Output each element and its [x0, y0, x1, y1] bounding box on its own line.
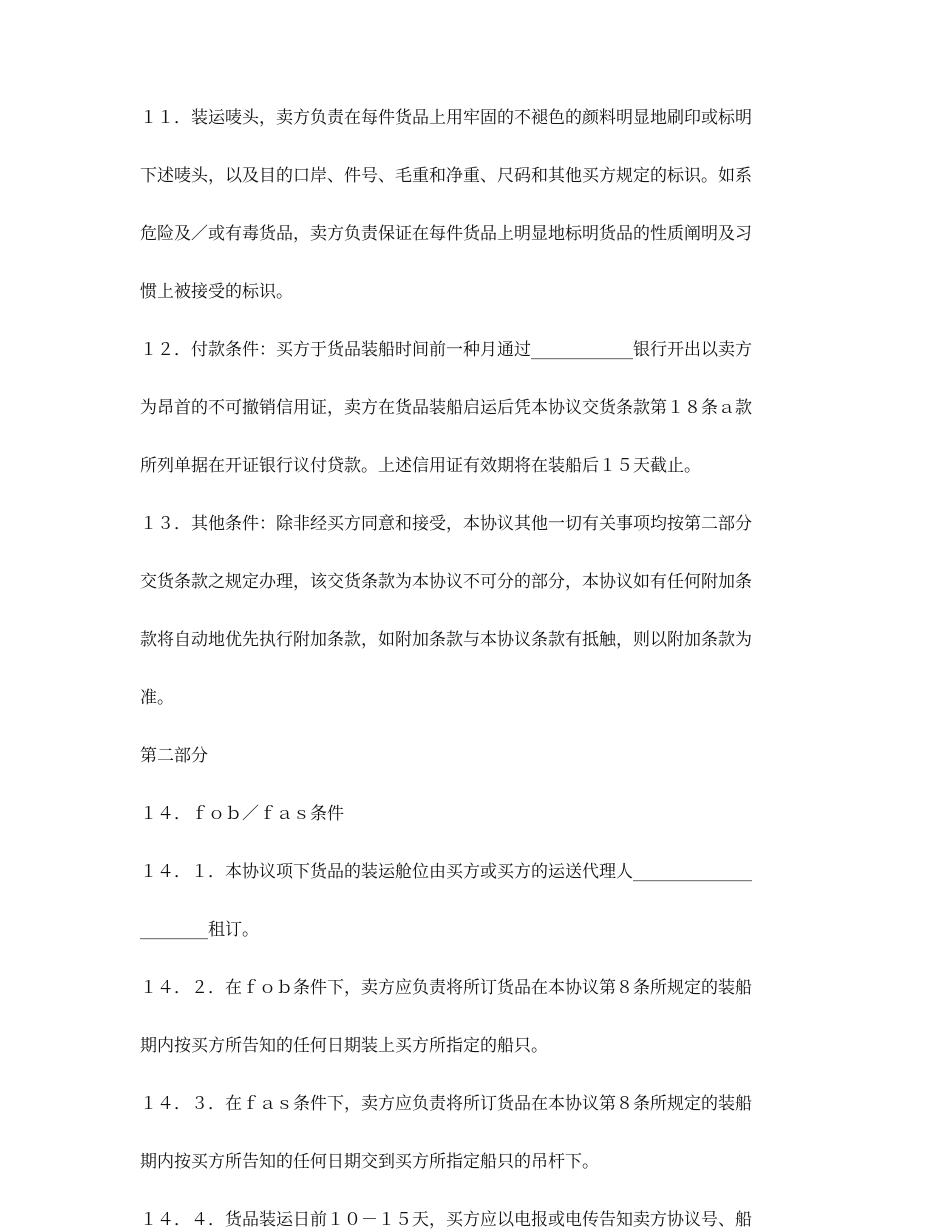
- clause-11-line-4: 惯上被接受的标识。: [140, 282, 293, 302]
- clause-14-title: １４．ｆｏｂ／ｆａｓ条件: [140, 804, 344, 824]
- clause-14-1-line-1: １４．１．本协议项下货品的装运舱位由买方或买方的运送代理人______________: [140, 862, 752, 882]
- clause-14-3-line-1: １４．３．在ｆａｓ条件下，卖方应负责将所订货品在本协议第８条所规定的装船: [140, 1094, 752, 1114]
- clause-11-line-1: １１．装运唛头，卖方负责在每件货品上用牢固的不褪色的颜料明显地刷印或标明: [140, 108, 752, 128]
- clause-12-line-2: 为昂首的不可撤销信用证，卖方在货品装船启运后凭本协议交货条款第１８条ａ款: [140, 398, 752, 418]
- clause-13-line-2: 交货条款之规定办理，该交货条款为本协议不可分的部分，本协议如有任何附加条: [140, 572, 752, 592]
- clause-13-line-3: 款将自动地优先执行附加条款，如附加条款与本协议条款有抵触，则以附加条款为: [140, 630, 752, 650]
- clause-12-line-1: １２．付款条件：买方于货品装船时间前一种月通过____________银行开出以卖方: [140, 340, 752, 360]
- section-heading: 第二部分: [140, 746, 208, 766]
- clause-11-line-3: 危险及／或有毒货品，卖方负责保证在每件货品上明显地标明货品的性质阐明及习: [140, 224, 752, 244]
- clause-11-line-2: 下述唛头，以及目的口岸、件号、毛重和净重、尺码和其他买方规定的标识。如系: [140, 166, 752, 186]
- clause-13-line-4: 准。: [140, 688, 174, 708]
- clause-14-4-line-1: １４．４．货品装运日前１０－１５天，买方应以电报或电传告知卖方协议号、船: [140, 1210, 752, 1230]
- clause-14-2-line-1: １４．２．在ｆｏｂ条件下，卖方应负责将所订货品在本协议第８条所规定的装船: [140, 978, 752, 998]
- clause-14-2-line-2: 期内按买方所告知的任何日期装上买方所指定的船只。: [140, 1036, 548, 1056]
- clause-12-line-3: 所列单据在开证银行议付贷款。上述信用证有效期将在装船后１５天截止。: [140, 456, 701, 476]
- clause-13-line-1: １３．其他条件：除非经买方同意和接受，本协议其他一切有关事项均按第二部分: [140, 514, 752, 534]
- clause-14-1-line-2: ________租订。: [140, 920, 259, 940]
- clause-14-3-line-2: 期内按买方所告知的任何日期交到买方所指定船只的吊杆下。: [140, 1152, 599, 1172]
